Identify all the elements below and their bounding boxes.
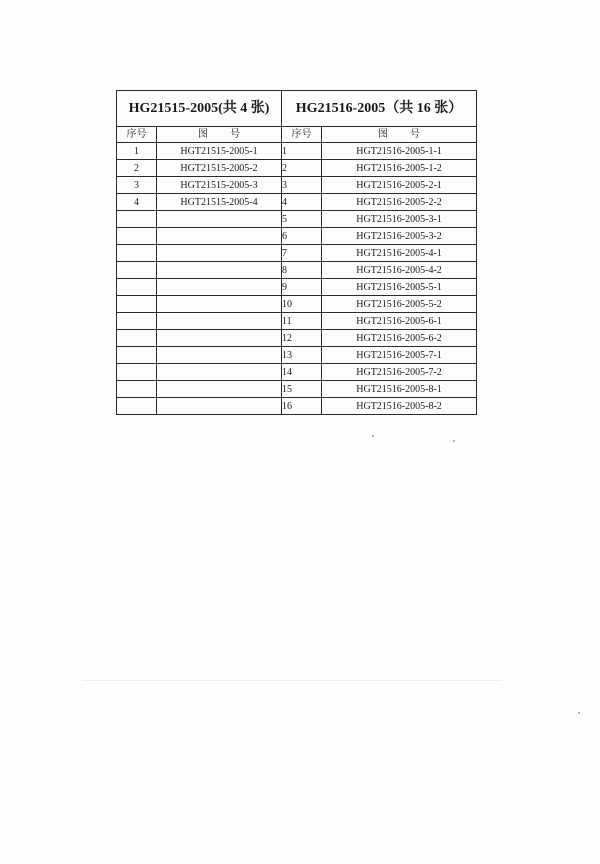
left-row-drawing-code: HGT21515-2005-4	[157, 194, 282, 211]
empty-cell	[117, 381, 157, 398]
table-row	[117, 160, 477, 177]
table-row	[117, 347, 477, 364]
empty-cell	[157, 313, 282, 330]
empty-cell	[117, 364, 157, 381]
table-row	[117, 313, 477, 330]
left-row-index: 3	[117, 177, 157, 194]
empty-cell	[157, 279, 282, 296]
table-row	[117, 194, 477, 211]
scan-artifact	[453, 440, 455, 442]
left-table-title: HG21515-2005(共 4 张)	[117, 91, 282, 127]
right-table-title: HG21516-2005（共 16 张）	[282, 91, 477, 127]
right-row-index: 5	[282, 211, 322, 228]
header-char: 图	[378, 129, 389, 140]
empty-cell	[157, 347, 282, 364]
left-row-index: 4	[117, 194, 157, 211]
right-row-drawing-code: HGT21516-2005-4-1	[322, 245, 477, 262]
right-row-drawing-code: HGT21516-2005-8-2	[322, 398, 477, 415]
right-row-drawing-code: HGT21516-2005-2-1	[322, 177, 477, 194]
right-row-index: 13	[282, 347, 322, 364]
empty-cell	[117, 211, 157, 228]
right-row-drawing-code: HGT21516-2005-5-1	[322, 279, 477, 296]
empty-cell	[117, 296, 157, 313]
header-char: 号	[230, 129, 240, 140]
header-char: 号	[410, 129, 421, 140]
right-row-index: 9	[282, 279, 322, 296]
left-row-index: 2	[117, 160, 157, 177]
drawing-index-table	[116, 90, 477, 415]
right-row-index: 11	[282, 313, 322, 330]
empty-cell	[117, 262, 157, 279]
empty-cell	[157, 398, 282, 415]
table-row	[117, 296, 477, 313]
right-row-index: 7	[282, 245, 322, 262]
right-row-index: 3	[282, 177, 322, 194]
right-row-index: 15	[282, 381, 322, 398]
right-row-drawing-code: HGT21516-2005-3-1	[322, 211, 477, 228]
header-char: 图	[198, 129, 208, 140]
right-row-index: 4	[282, 194, 322, 211]
scan-artifact	[82, 680, 502, 681]
empty-cell	[117, 228, 157, 245]
right-row-index: 10	[282, 296, 322, 313]
left-col-drawing-header	[157, 127, 282, 143]
right-col-index-header: 序号	[282, 127, 322, 143]
right-col-drawing-header	[322, 127, 477, 143]
right-row-drawing-code: HGT21516-2005-1-1	[322, 143, 477, 160]
right-row-index: 12	[282, 330, 322, 347]
right-row-drawing-code: HGT21516-2005-7-2	[322, 364, 477, 381]
empty-cell	[117, 245, 157, 262]
empty-cell	[117, 398, 157, 415]
empty-cell	[117, 313, 157, 330]
right-row-drawing-code: HGT21516-2005-6-1	[322, 313, 477, 330]
empty-cell	[117, 347, 157, 364]
right-row-index: 2	[282, 160, 322, 177]
table-row	[117, 228, 477, 245]
scan-artifact	[372, 435, 374, 437]
empty-cell	[157, 245, 282, 262]
left-row-drawing-code: HGT21515-2005-2	[157, 160, 282, 177]
table-row	[117, 177, 477, 194]
table-row	[117, 245, 477, 262]
empty-cell	[157, 381, 282, 398]
right-row-drawing-code: HGT21516-2005-6-2	[322, 330, 477, 347]
empty-cell	[157, 364, 282, 381]
right-row-drawing-code: HGT21516-2005-5-2	[322, 296, 477, 313]
right-row-drawing-code: HGT21516-2005-1-2	[322, 160, 477, 177]
right-row-index: 16	[282, 398, 322, 415]
right-row-drawing-code: HGT21516-2005-4-2	[322, 262, 477, 279]
scan-artifact	[578, 712, 580, 714]
table-row	[117, 211, 477, 228]
table-body	[117, 143, 477, 415]
empty-cell	[117, 330, 157, 347]
left-row-drawing-code: HGT21515-2005-3	[157, 177, 282, 194]
table-row	[117, 364, 477, 381]
right-row-index: 6	[282, 228, 322, 245]
left-col-index-header: 序号	[117, 127, 157, 143]
empty-cell	[157, 262, 282, 279]
right-row-drawing-code: HGT21516-2005-8-1	[322, 381, 477, 398]
table-row	[117, 279, 477, 296]
left-row-drawing-code: HGT21515-2005-1	[157, 143, 282, 160]
table-row	[117, 330, 477, 347]
empty-cell	[117, 279, 157, 296]
empty-cell	[157, 228, 282, 245]
empty-cell	[157, 211, 282, 228]
title-row	[117, 91, 477, 127]
table-row	[117, 381, 477, 398]
table-row	[117, 398, 477, 415]
right-row-drawing-code: HGT21516-2005-3-2	[322, 228, 477, 245]
right-row-index: 14	[282, 364, 322, 381]
table-row	[117, 262, 477, 279]
right-row-index: 8	[282, 262, 322, 279]
header-row	[117, 127, 477, 143]
right-row-drawing-code: HGT21516-2005-7-1	[322, 347, 477, 364]
empty-cell	[157, 330, 282, 347]
right-row-index: 1	[282, 143, 322, 160]
empty-cell	[157, 296, 282, 313]
right-row-drawing-code: HGT21516-2005-2-2	[322, 194, 477, 211]
left-row-index: 1	[117, 143, 157, 160]
table-row	[117, 143, 477, 160]
